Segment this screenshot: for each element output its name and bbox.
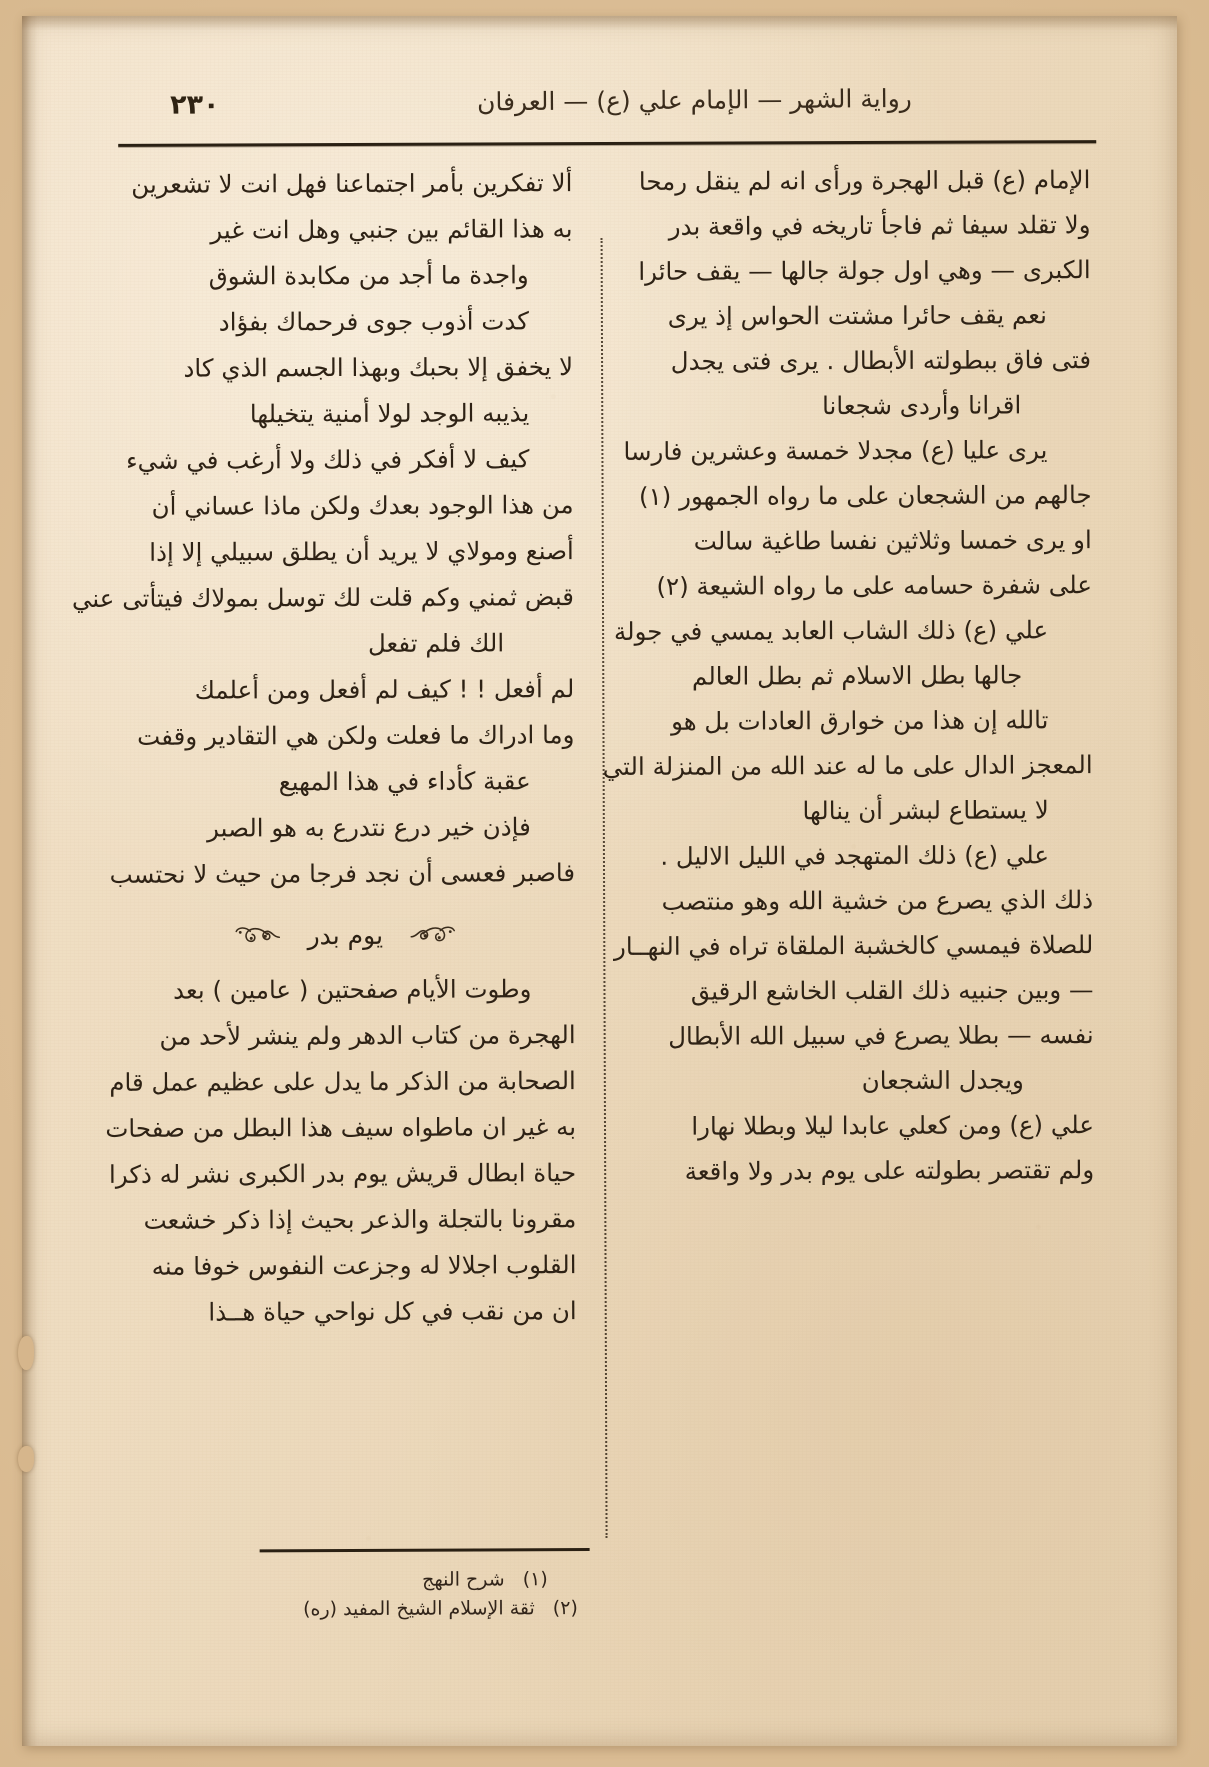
page-content bbox=[71, 83, 1118, 1688]
section-heading-label: يوم بدر bbox=[307, 920, 384, 950]
text-line-left-14: المعجز الدال على ما له عند الله من المنزلة التي bbox=[602, 750, 1093, 782]
page-edge-shadow-left bbox=[22, 16, 38, 1746]
footnote-list bbox=[138, 1565, 618, 1624]
text-line-right-after-5: حياة ابطال قريش يوم بدر الكبرى نشر له ذكرا bbox=[108, 1157, 577, 1189]
footnote-item-1 bbox=[138, 1565, 618, 1595]
footnote-text-2: ثقة الإسلام الشيخ المفيد (ره) bbox=[303, 1596, 535, 1620]
text-line-right-after-6: مقرونا بالتجلة والذعر بحيث إذا ذكر خشعت bbox=[143, 1203, 577, 1235]
scanned-page bbox=[22, 16, 1177, 1746]
page-number: ٢٣٠ bbox=[170, 89, 220, 121]
text-line-left-10: على شفرة حسامه على ما رواه الشيعة (٢) bbox=[656, 570, 1092, 602]
text-line-right-5: لا يخفق إلا بحبك وبهذا الجسم الذي كاد bbox=[183, 351, 574, 383]
text-line-right-11: الك فلم تفعل bbox=[367, 628, 505, 658]
text-line-right-after-1: وطوت الأيام صفحتين ( عامين ) بعد bbox=[173, 974, 532, 1005]
text-columns bbox=[71, 158, 1117, 1540]
text-line-left-9: او يرى خمسا وثلاثين نفسا طاغية سالت bbox=[693, 525, 1092, 556]
text-line-right-after-4: به غير ان ماطواه سيف هذا البطل من صفحات bbox=[105, 1111, 577, 1143]
text-line-left-11: علي (ع) ذلك الشاب العابد يمسي في جولة bbox=[613, 615, 1049, 647]
text-line-right-after-8: ان من نقب في كل نواحي حياة هــذا bbox=[208, 1295, 577, 1327]
text-line-left-19: — وبين جنبيه ذلك القلب الخاشع الرقيق bbox=[690, 975, 1094, 1006]
text-line-left-6: اقرانا وأردى شجعانا bbox=[822, 390, 1022, 421]
text-line-left-17: ذلك الذي يصرع من خشية الله وهو منتصب bbox=[661, 885, 1094, 917]
page-tear-notch bbox=[18, 1336, 34, 1370]
text-line-left-5: فتى فاق ببطولته الأبطال . يرى فتى يجدل bbox=[670, 345, 1092, 376]
text-line-left-21: ويجدل الشجعان bbox=[861, 1065, 1024, 1096]
text-line-right-3: واجدة ما أجد من مكابدة الشوق bbox=[208, 260, 529, 291]
column-right-body-after-heading bbox=[105, 966, 577, 1336]
text-line-left-2: ولا تقلد سيفا ثم فاجأ تاريخه في واقعة بدر bbox=[668, 210, 1091, 241]
footnote-rule bbox=[260, 1548, 590, 1552]
text-line-left-20: نفسه — بطلا يصرع في سبيل الله الأبطال bbox=[668, 1020, 1094, 1052]
text-line-left-12: جالها بطل الاسلام ثم بطل العالم bbox=[691, 660, 1023, 691]
text-line-right-9: أصنع ومولاي لا يريد أن يطلق سبيلي إلا إذا bbox=[149, 535, 574, 567]
text-line-left-7: يرى عليا (ع) مجدلا خمسة وعشرين فارسا bbox=[623, 435, 1048, 467]
text-line-right-15: فإذن خير درع نتدرع به هو الصبر bbox=[207, 812, 531, 843]
text-line-right-8: من هذا الوجود بعدك ولكن ماذا عساني أن bbox=[151, 489, 574, 521]
text-line-right-16: فاصبر فعسى أن نجد فرجا من حيث لا نحتسب bbox=[109, 857, 576, 889]
header-rule bbox=[118, 140, 1096, 147]
footnote-item-2 bbox=[138, 1593, 618, 1623]
text-line-right-after-2: الهجرة من كتاب الدهر ولم ينشر لأحد من bbox=[159, 1019, 576, 1051]
column-left bbox=[602, 158, 1117, 1538]
text-line-left-8: جالهم من الشجعان على ما رواه الجمهور (١) bbox=[638, 480, 1092, 512]
text-line-right-12: لم أفعل ! ! كيف لم أفعل ومن أعلمك bbox=[194, 673, 575, 705]
text-line-left-22: علي (ع) ومن كعلي عابدا ليلا وبطلا نهارا bbox=[691, 1110, 1095, 1141]
column-right-body bbox=[71, 160, 576, 898]
text-line-left-3: الكبرى — وهي اول جولة جالها — يقف حائرا bbox=[638, 255, 1091, 287]
floral-flourish-icon bbox=[409, 922, 457, 948]
text-line-right-4: كدت أذوب جوى فرحماك بفؤاد bbox=[218, 306, 529, 337]
text-line-right-1: ألا تفكرين بأمر اجتماعنا فهل انت لا تشعرين bbox=[131, 167, 573, 199]
footnote-marker-1: (١) bbox=[522, 1568, 548, 1591]
text-line-right-2: به هذا القائم بين جنبي وهل انت غير bbox=[210, 213, 573, 245]
text-line-left-23: ولم تقتصر بطولته على يوم بدر ولا واقعة bbox=[684, 1155, 1095, 1186]
text-line-right-6: يذيبه الوجد لولا أمنية يتخيلها bbox=[249, 398, 530, 429]
text-line-right-after-3: الصحابة من الذكر ما يدل على عظيم عمل قام bbox=[109, 1065, 576, 1097]
footnote-marker-2: (٢) bbox=[552, 1596, 578, 1619]
section-heading-yawm-badr bbox=[115, 902, 575, 968]
footnote-text-1: شرح النهج bbox=[422, 1568, 505, 1591]
page-tear-notch bbox=[18, 1446, 34, 1472]
column-right bbox=[71, 160, 607, 1540]
text-line-right-7: كيف لا أفكر في ذلك ولا أرغب في شيء bbox=[126, 444, 530, 475]
footnotes bbox=[138, 1548, 618, 1624]
text-line-right-13: وما ادراك ما فعلت ولكن هي التقادير وقفت bbox=[137, 719, 575, 751]
text-line-left-13: تالله إن هذا من خوارق العادات بل هو bbox=[670, 705, 1049, 736]
running-head-title: رواية الشهر — الإمام علي (ع) — العرفان bbox=[477, 83, 913, 117]
running-head bbox=[92, 84, 1112, 140]
text-line-left-15: لا يستطاع لبشر أن ينالها bbox=[802, 795, 1049, 826]
text-line-left-4: نعم يقف حائرا مشتت الحواس إذ يرى bbox=[667, 300, 1047, 331]
page-edge-shadow-top bbox=[22, 16, 1177, 30]
text-line-right-14: عقبة كأداء في هذا المهيع bbox=[278, 766, 531, 796]
text-line-left-18: للصلاة فيمسي كالخشبة الملقاة تراه في النهــار bbox=[613, 930, 1094, 962]
floral-flourish-icon bbox=[233, 922, 281, 948]
column-left-body bbox=[602, 158, 1095, 1195]
text-line-left-1: الإمام (ع) قبل الهجرة ورأى انه لم ينقل رمحا bbox=[638, 165, 1091, 197]
text-line-right-10: قبض ثمني وكم قلت لك توسل بمولاك فيتأتى عني bbox=[71, 581, 575, 613]
text-line-left-16: علي (ع) ذلك المتهجد في الليل الاليل . bbox=[660, 840, 1050, 872]
text-line-right-after-7: القلوب اجلالا له وجزعت النفوس خوفا منه bbox=[151, 1249, 577, 1281]
